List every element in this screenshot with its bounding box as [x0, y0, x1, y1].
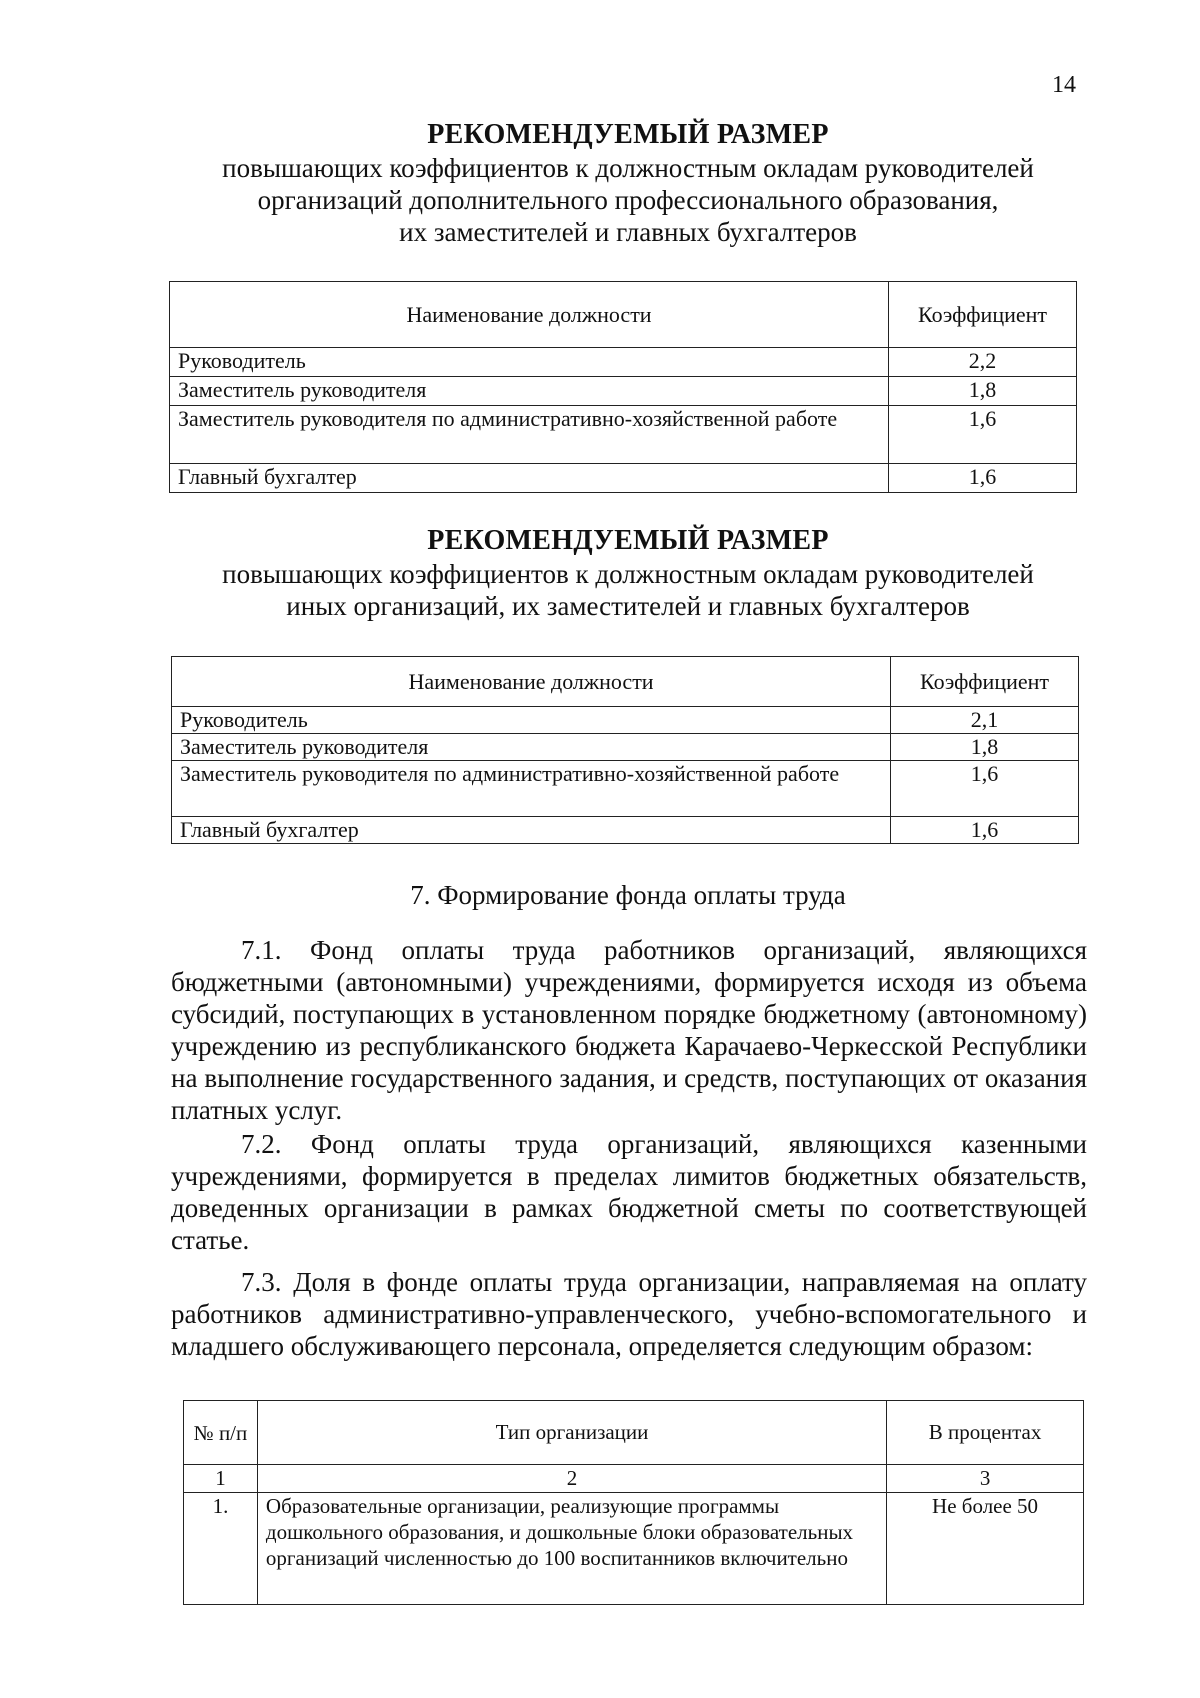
- column-header-position: Наименование должности: [172, 657, 891, 707]
- org-type-cell: Образовательные организации, реализующие программы дошкольного образования, и дошкольные блоки образовательных организаций численностью до 100 воспитанников включительно: [257, 1493, 886, 1605]
- coefficient-cell: 1,6: [891, 761, 1079, 817]
- table-row: [170, 348, 1077, 377]
- column-header-position: Наименование должности: [170, 282, 889, 348]
- column-header-org-type: Тип организации: [257, 1401, 886, 1465]
- section-a-title: РЕКОМЕНДУЕМЫЙ РАЗМЕР: [427, 119, 829, 150]
- table-row: [172, 707, 1079, 734]
- column-header-coefficient: Коэффициент: [891, 657, 1079, 707]
- table-row: [170, 464, 1077, 493]
- position-cell: Заместитель руководителя: [172, 734, 891, 761]
- column-number-cell: 2: [257, 1465, 886, 1493]
- row-number-cell: 1.: [184, 1493, 258, 1605]
- coefficient-cell: 1,6: [889, 406, 1077, 464]
- position-cell: Заместитель руководителя: [170, 377, 889, 406]
- table-numbering-row: [184, 1465, 1084, 1493]
- column-number-cell: 3: [887, 1465, 1084, 1493]
- page-number: 14: [1052, 72, 1076, 98]
- coefficient-cell: 2,2: [889, 348, 1077, 377]
- paragraph-7-2: 7.2. Фонд оплаты труда организаций, являющихся казенными учреждениями, формируется в пределах лимитов бюджетных обязательств, доведенных организации в рамках бюджетной сметы по соответствующей статье.: [171, 1129, 1087, 1255]
- section-a-heading: [0, 118, 1200, 248]
- table-row: [170, 377, 1077, 406]
- column-header-percent: В процентах: [887, 1401, 1084, 1465]
- coefficient-cell: 1,8: [889, 377, 1077, 406]
- table-row: [172, 734, 1079, 761]
- coefficient-cell: 1,6: [889, 464, 1077, 493]
- coefficient-cell: 1,8: [891, 734, 1079, 761]
- section-a-table: [169, 281, 1077, 493]
- table-header-row: [184, 1401, 1084, 1465]
- section-b-subtitle-line: иных организаций, их заместителей и главных бухгалтеров: [286, 591, 970, 621]
- section-b-heading: [0, 524, 1200, 622]
- section-7-table: [183, 1400, 1084, 1605]
- section-b-title: РЕКОМЕНДУЕМЫЙ РАЗМЕР: [427, 525, 829, 556]
- coefficient-cell: 1,6: [891, 817, 1079, 844]
- paragraph-7-1: 7.1. Фонд оплаты труда работников организаций, являющихся бюджетными (автономными) учреждениями, формируется исходя из объема субсидий, поступающих в установленном порядке бюджетному (автономному) учреждению из республиканского бюджета Карачаево-Черкесской Республики на выполнение государственного задания, и средств, поступающих от оказания платных услуг.: [171, 935, 1087, 1125]
- column-number-cell: 1: [184, 1465, 258, 1493]
- percent-cell: Не более 50: [887, 1493, 1084, 1605]
- table-row: [170, 406, 1077, 464]
- table-row: [172, 761, 1079, 817]
- position-cell: Заместитель руководителя по административно-хозяйственной работе: [170, 406, 889, 464]
- position-cell: Заместитель руководителя по административно-хозяйственной работе: [172, 761, 891, 817]
- paragraph-7-3: 7.3. Доля в фонде оплаты труда организации, направляемая на оплату работников административно-управленческого, учебно-вспомогательного и младшего обслуживающего персонала, определяется следующим образом:: [171, 1267, 1087, 1361]
- section-a-subtitle-line: организаций дополнительного профессионального образования,: [257, 185, 999, 215]
- section-7-title: 7. Формирование фонда оплаты труда: [410, 880, 846, 910]
- section-a-subtitle-line: повышающих коэффициентов к должностным окладам руководителей: [222, 153, 1034, 183]
- section-b-table: [171, 656, 1079, 844]
- position-cell: Руководитель: [172, 707, 891, 734]
- coefficient-cell: 2,1: [891, 707, 1079, 734]
- position-cell: Руководитель: [170, 348, 889, 377]
- position-cell: Главный бухгалтер: [172, 817, 891, 844]
- table-header-row: [170, 282, 1077, 348]
- table-header-row: [172, 657, 1079, 707]
- position-cell: Главный бухгалтер: [170, 464, 889, 493]
- column-header-coefficient: Коэффициент: [889, 282, 1077, 348]
- section-a-subtitle-line: их заместителей и главных бухгалтеров: [399, 217, 857, 247]
- section-b-subtitle-line: повышающих коэффициентов к должностным окладам руководителей: [222, 559, 1034, 589]
- column-header-number: № п/п: [184, 1401, 258, 1465]
- table-row: [172, 817, 1079, 844]
- table-row: [184, 1493, 1084, 1605]
